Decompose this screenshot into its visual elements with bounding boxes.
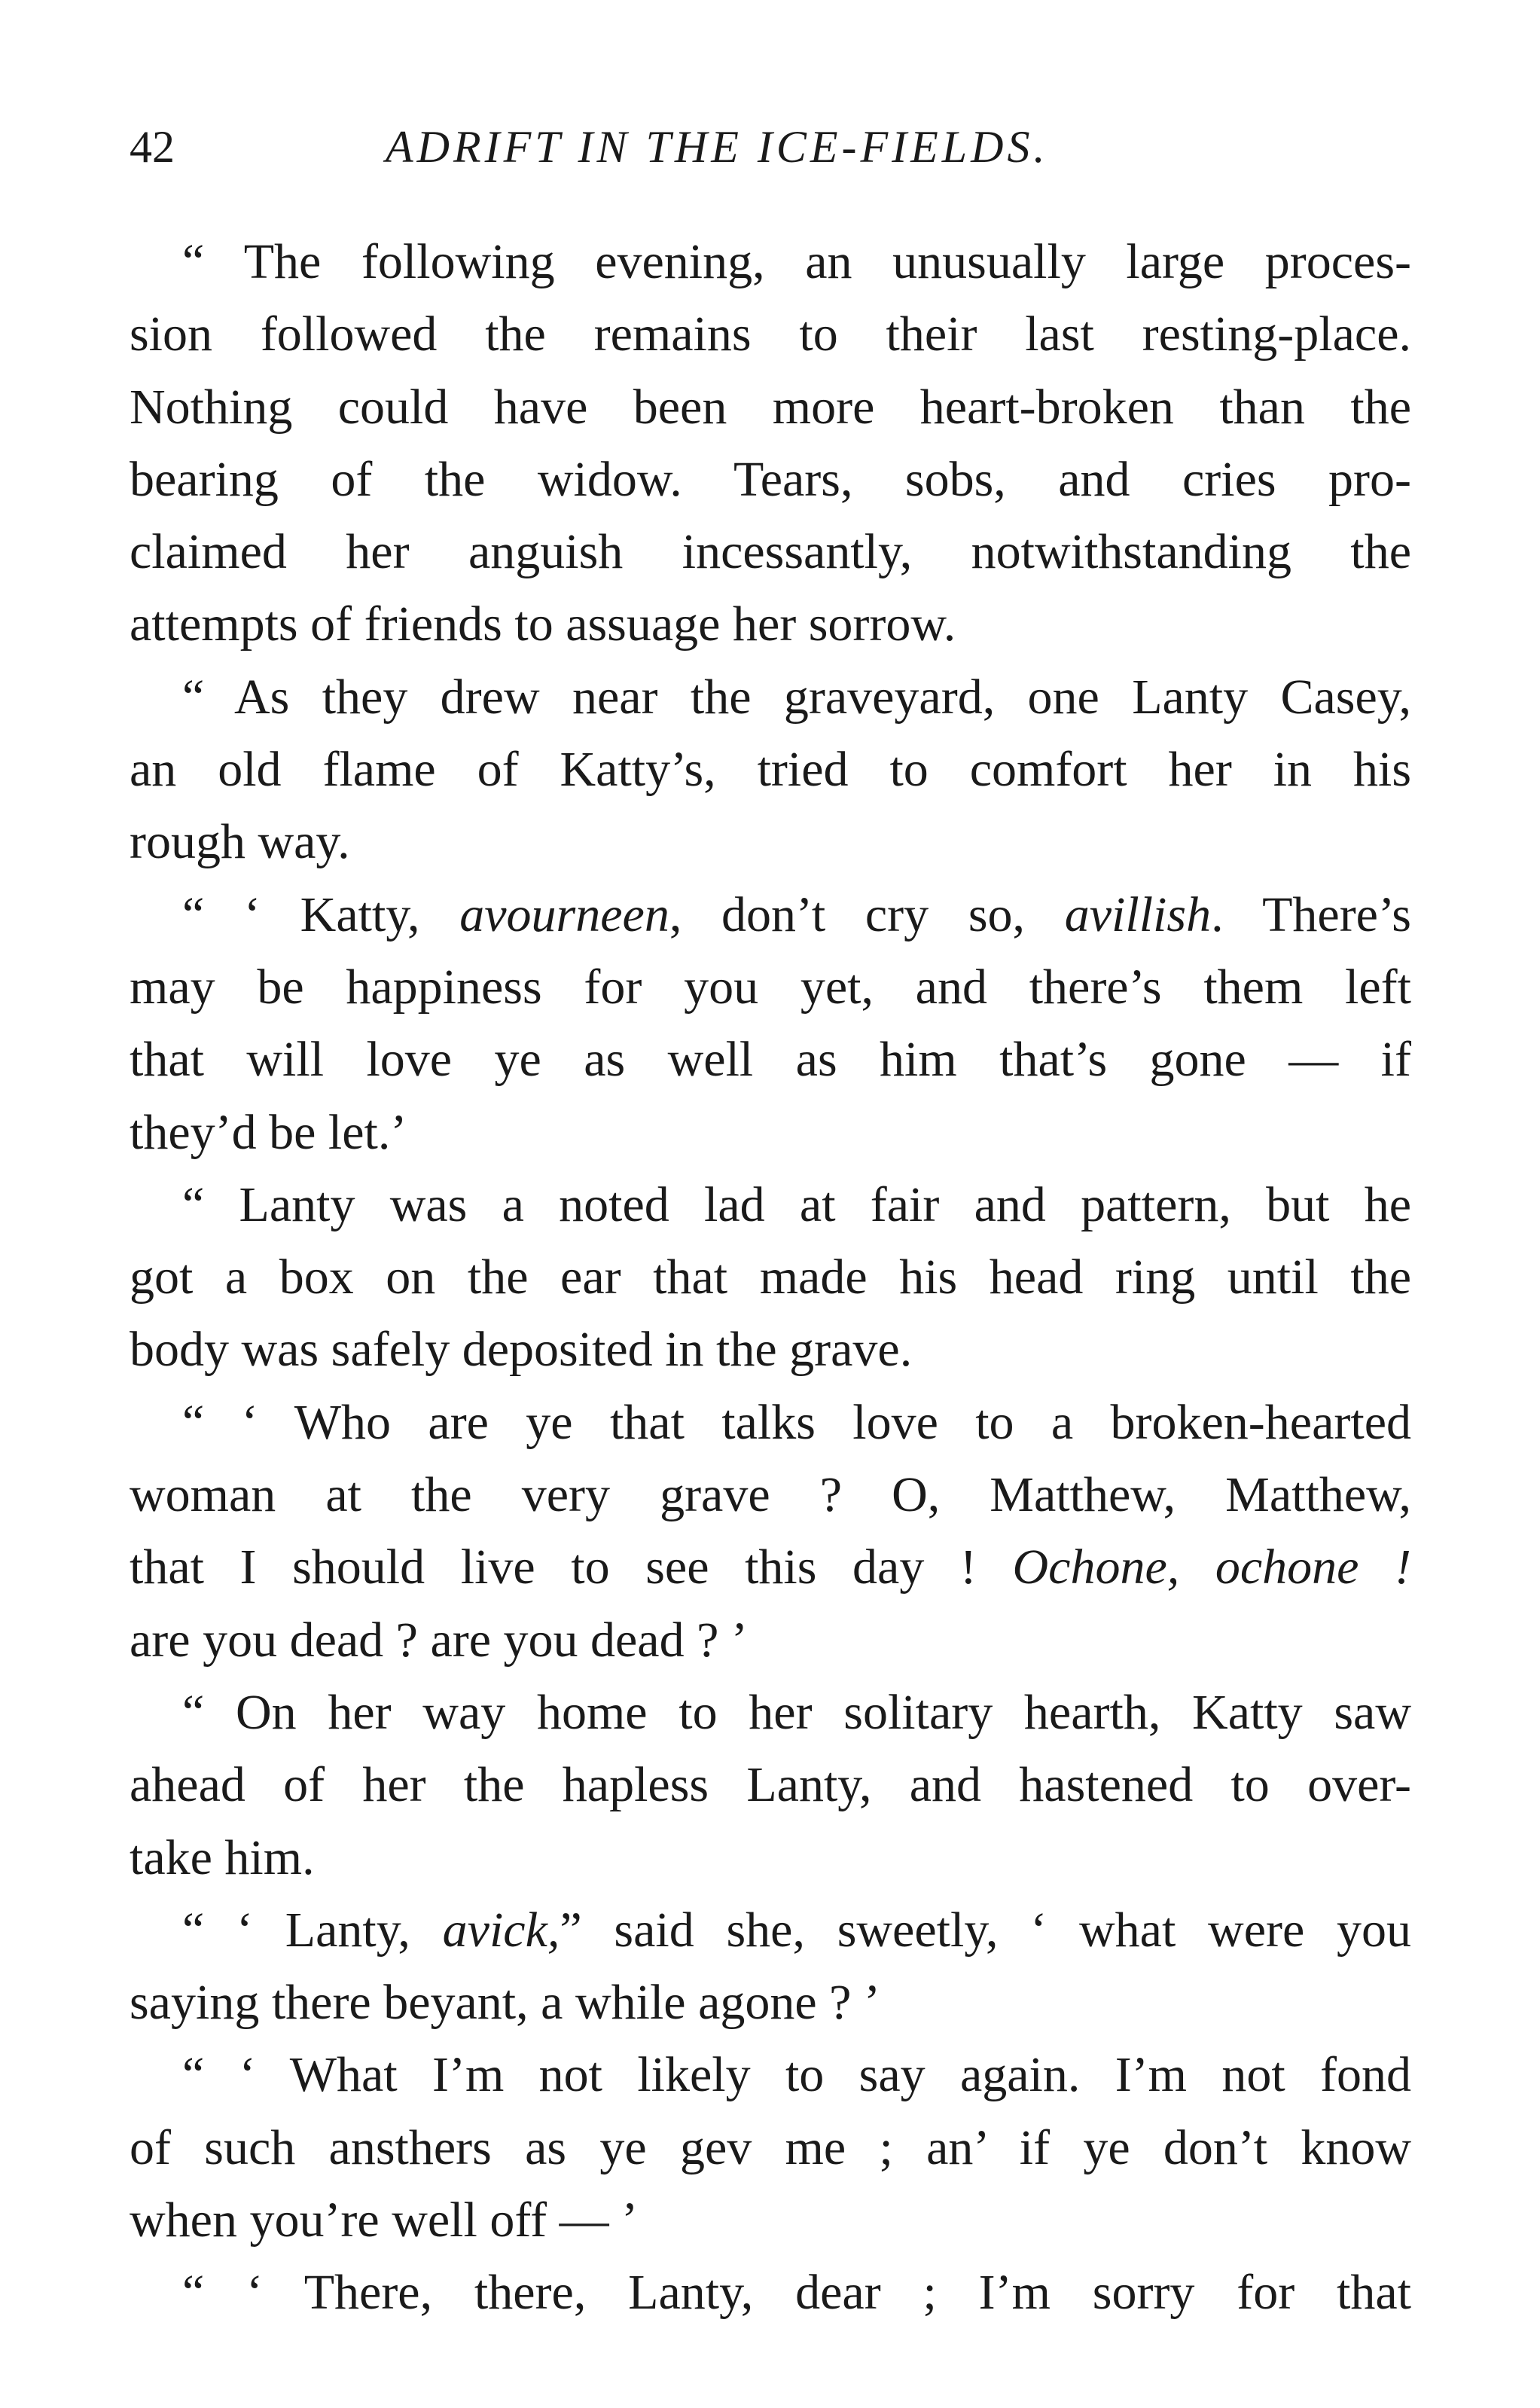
text-line: “ ‘ Lanty, avick,” said she, sweetly, ‘ what were you <box>182 1902 1411 1958</box>
page-number: 42 <box>130 122 175 172</box>
text-line: “ The following evening, an unusually large proces- <box>182 234 1411 289</box>
text-line: “ Lanty was a noted lad at fair and pattern, but he <box>182 1177 1411 1232</box>
text-line: are you dead ? are you dead ? ’ <box>130 1612 748 1668</box>
text-line: take him. <box>130 1830 315 1885</box>
text-line: Nothing could have been more heart-broken than the <box>130 379 1411 435</box>
text-line: body was safely deposited in the grave. <box>130 1322 913 1378</box>
italic-word: avick, <box>442 1902 560 1958</box>
text-line: “ On her way home to her solitary hearth, Katty saw <box>182 1684 1411 1740</box>
text-line: rough way. <box>130 814 350 870</box>
text-line: an old flame of Katty’s, tried to comfort her in his <box>130 742 1411 798</box>
italic-word: avourneen <box>459 887 669 942</box>
italic-word: avillish <box>1064 887 1212 942</box>
text-line: ahead of her the hapless Lanty, and hastened to over- <box>130 1757 1411 1813</box>
text-line: “ ‘ Katty, avourneen, don’t cry so, avillish. There’s <box>182 887 1411 942</box>
text-line: attempts of friends to assuage her sorrow. <box>130 597 956 652</box>
text-line: “ ‘ What I’m not likely to say again. I’m not fond <box>182 2047 1411 2103</box>
text-line: “ ‘ Who are ye that talks love to a broken-hearted <box>182 1394 1411 1450</box>
text-line: when you’re well off — ’ <box>130 2193 639 2248</box>
text-line: sion followed the remains to their last resting-place. <box>130 307 1411 362</box>
body-text <box>130 226 1411 2330</box>
running-head <box>130 113 1410 181</box>
text-line: saying there beyant, a while agone ? ’ <box>130 1975 880 2031</box>
text-line: woman at the very grave ? O, Matthew, Matthew, <box>130 1467 1411 1523</box>
text-line: “ ‘ There, there, Lanty, dear ; I’m sorry for that <box>182 2265 1411 2321</box>
text-line: claimed her anguish incessantly, notwithstanding the <box>130 524 1411 580</box>
running-title: ADRIFT IN THE ICE-FIELDS. <box>386 122 1049 172</box>
text-line: got a box on the ear that made his head ring until the <box>130 1250 1411 1305</box>
text-line: “ As they drew near the graveyard, one Lanty Casey, <box>182 669 1411 725</box>
text-line: that I should live to see this day ! Ochone, ochone ! <box>130 1540 1411 1595</box>
text-line: they’d be let.’ <box>130 1104 407 1160</box>
text-line: bearing of the widow. Tears, sobs, and cries pro- <box>130 451 1411 507</box>
text-line: that will love ye as well as him that’s gone — if <box>130 1032 1411 1088</box>
text-line: of such ansthers as ye gev me ; an’ if ye don’t know <box>130 2120 1411 2175</box>
text-line: may be happiness for you yet, and there’s them left <box>130 959 1411 1015</box>
italic-word: Ochone, ochone ! <box>1012 1540 1411 1595</box>
